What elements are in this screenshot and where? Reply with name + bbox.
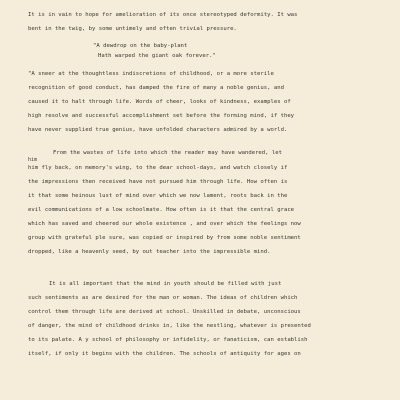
handwritten-insertion: him: [28, 157, 38, 163]
text-line: the impressions then received have not pursued him through life. How often is: [28, 179, 288, 185]
text-line: It is in vain to hope for amelioration of its once stereotyped deformity. It was: [28, 12, 298, 18]
text-line: of danger, the mind of childhood drinks in, like the nestling, whatever is presented: [28, 323, 311, 329]
text-line: group with grateful ple sure, was copied or inspired by from some noble sentiment: [28, 235, 301, 241]
text-line: him fly back, on memory's wing, to the dear school-days, and watch closely if: [28, 165, 288, 171]
quote-line: Hath warped the giant oak forever.": [98, 53, 216, 59]
text-line: it that some heinous lust of mind over which we now lament, roots back in the: [28, 193, 288, 199]
text-line: caused it to halt through life. Words of cheer, looks of kindness, examples of: [28, 99, 291, 105]
text-line: have never supplied true genius, have unfolded characters admired by a world.: [28, 127, 288, 133]
text-line: such sentiments as are desired for the man or woman. The ideas of children which: [28, 295, 298, 301]
text-line: dropped, like a heavenly seed, by out teacher into the impressible mind.: [28, 249, 271, 255]
text-line: evil communications of a low schoolmate. How often is it that the central grace: [28, 207, 295, 213]
text-line: It is all important that the mind in youth should be filled with just: [49, 281, 282, 287]
text-line: itself, if only it begins with the children. The schools of antiquity for ages on: [28, 351, 301, 357]
text-line: From the wastes of life into which the reader may have wandered, let: [53, 150, 283, 156]
text-line: to its palate. A y school of philosophy or infidelity, or fanaticism, can establish: [28, 337, 308, 343]
text-line: control them through life are derived at school. Unskilled in debate, unconscious: [28, 309, 301, 315]
text-line: "A sneer at the thoughtless indiscretions of childhood, or a more sterile: [28, 71, 274, 77]
quote-line: "A dewdrop on the baby-plant: [93, 43, 188, 49]
text-line: which has saved and cheered our whole existence , and over which the feelings now: [28, 221, 301, 227]
text-line: high resolve and successful accomplishment set before the forming mind, if they: [28, 113, 295, 119]
text-line: recognition of good conduct, has damped the fire of many a noble genius, and: [28, 85, 284, 91]
text-line: bent in the twig, by some untimely and often trivial pressure.: [28, 26, 237, 32]
